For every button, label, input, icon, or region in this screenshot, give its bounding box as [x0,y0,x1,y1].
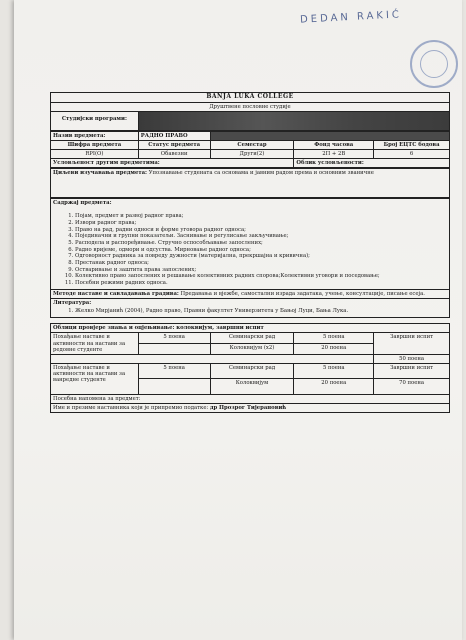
regular-seminar-points: 5 поена [294,333,374,344]
handwritten-name: DEDAN RAKIĆ [299,9,403,26]
part-time-colloquium-points: 20 поена [294,379,374,395]
header-table [50,92,450,131]
content-item: 4. Појединачни и групни показатељи. Заснивање и регулисање закључивање; [75,233,447,239]
header-code: Шифра предмета [51,141,139,150]
content-item: 2. Извори радног права; [75,220,447,226]
assessment-title: Облици провјере знања и оцјењивање: колоквијум, завршни испит [51,324,450,333]
teacher-name: др Прозрог Тијерановић [209,404,287,411]
course-name-value: РАДНО ПРАВО [138,131,210,140]
special-note-label: Посебна напомена за предмет: [51,394,450,403]
goals-label: Циљеви изучавања предмета: [53,170,147,177]
goals-table [50,168,450,198]
course-info-table [50,131,450,168]
college-name: BANJA LUKA COLLEGE [51,93,450,103]
part-time-seminar: Семинарски рад [210,363,294,379]
studies-label: Студијски програми: [51,111,139,130]
content-item: 1. Појам, предмет и развој радног права; [75,213,447,219]
regular-seminar: Семинарски рад [210,333,294,344]
header-status: Статус предмета [138,141,210,150]
value-hours: 2П + 2В [294,150,374,159]
value-status: Обавезни [138,150,210,159]
part-time-final-points: 70 поена [374,379,450,395]
part-time-final-label: Завршни испит [374,363,450,379]
literature-list [75,308,447,314]
regular-colloquium-points: 20 поена [294,344,374,355]
content-list [75,213,447,286]
methods-label: Методе наставе и савладавања градива: [53,291,179,298]
literature-item: 1. Желко Мирјанић (2004), Радно право, Правни факултет Универзитета у Бањој Луци, Бања Лука. [75,308,447,314]
regular-students-label: Похађање наставе и активности на настави за редовне студенте [51,333,139,354]
content-item: 3. Право на рад, радни односи и форме уговора радног односа; [75,227,447,233]
course-name-shaded [210,131,449,140]
header-ects: Број ЕЦТС бодова [374,141,450,150]
prereq-form-label: Облик условљености: [294,159,450,168]
goals-text: Упознавање студената са основама и јавним радом према и основним званичне [148,170,374,177]
program-name: Друштвене пословне студије [51,102,450,111]
course-name-label: Назив предмета: [51,131,139,140]
part-time-seminar-points: 5 поена [294,363,374,379]
content-item: 9. Остваривање и заштита права запослених; [75,267,447,273]
program-shaded-cell [138,111,449,130]
course-syllabus [50,92,450,413]
content-item: 8. Престанак радног односа; [75,260,447,266]
teacher-label: Име и презиме наставника који је припремио податке: [53,404,209,411]
content-item: 11. Посебни режими радних односа. [75,280,447,286]
regular-attendance-points: 5 поена [138,333,210,344]
content-label: Садржај предмета: [53,200,112,207]
content-table [50,198,450,318]
methods-text: Предавања и вјежбе, самостални израда задатака, учење, консултације, писање есеја. [180,291,425,298]
value-semester: Други(2) [210,150,294,159]
content-item: 5. Расподела и распоређивање. Стручно оспособљавање запослених; [75,240,447,246]
value-code: RPI(O) [51,150,139,159]
header-semester: Семестар [210,141,294,150]
regular-final-label: Завршни испит [390,334,434,341]
assessment-table [50,323,450,413]
content-item: 7. Одговорност радника за повреду дужности (материјална, прекршајна и кривична); [75,253,447,259]
regular-colloquium: Колоквијум (x2) [210,344,294,355]
stamp-seal [410,40,458,88]
header-hours: Фонд часова [294,141,374,150]
part-time-attendance-points: 5 поена [138,363,210,379]
regular-final-points: 50 поена [374,354,450,363]
content-item: 6. Радно вријеме, одмори и одсуства. Мирновање радног односа; [75,247,447,253]
literature-label: Литература: [53,300,92,307]
part-time-colloquium: Колоквијум [210,379,294,395]
value-ects: 6 [374,150,450,159]
prereq-label: Условљеност другим предметима: [51,159,294,168]
part-time-students-label: Похађање наставе и активности на настави за ванредне студенте [51,363,139,394]
content-item: 10. Колективно право запослених и решавање колективних радних спорова;Колективни уговори и поседовање; [75,273,447,279]
